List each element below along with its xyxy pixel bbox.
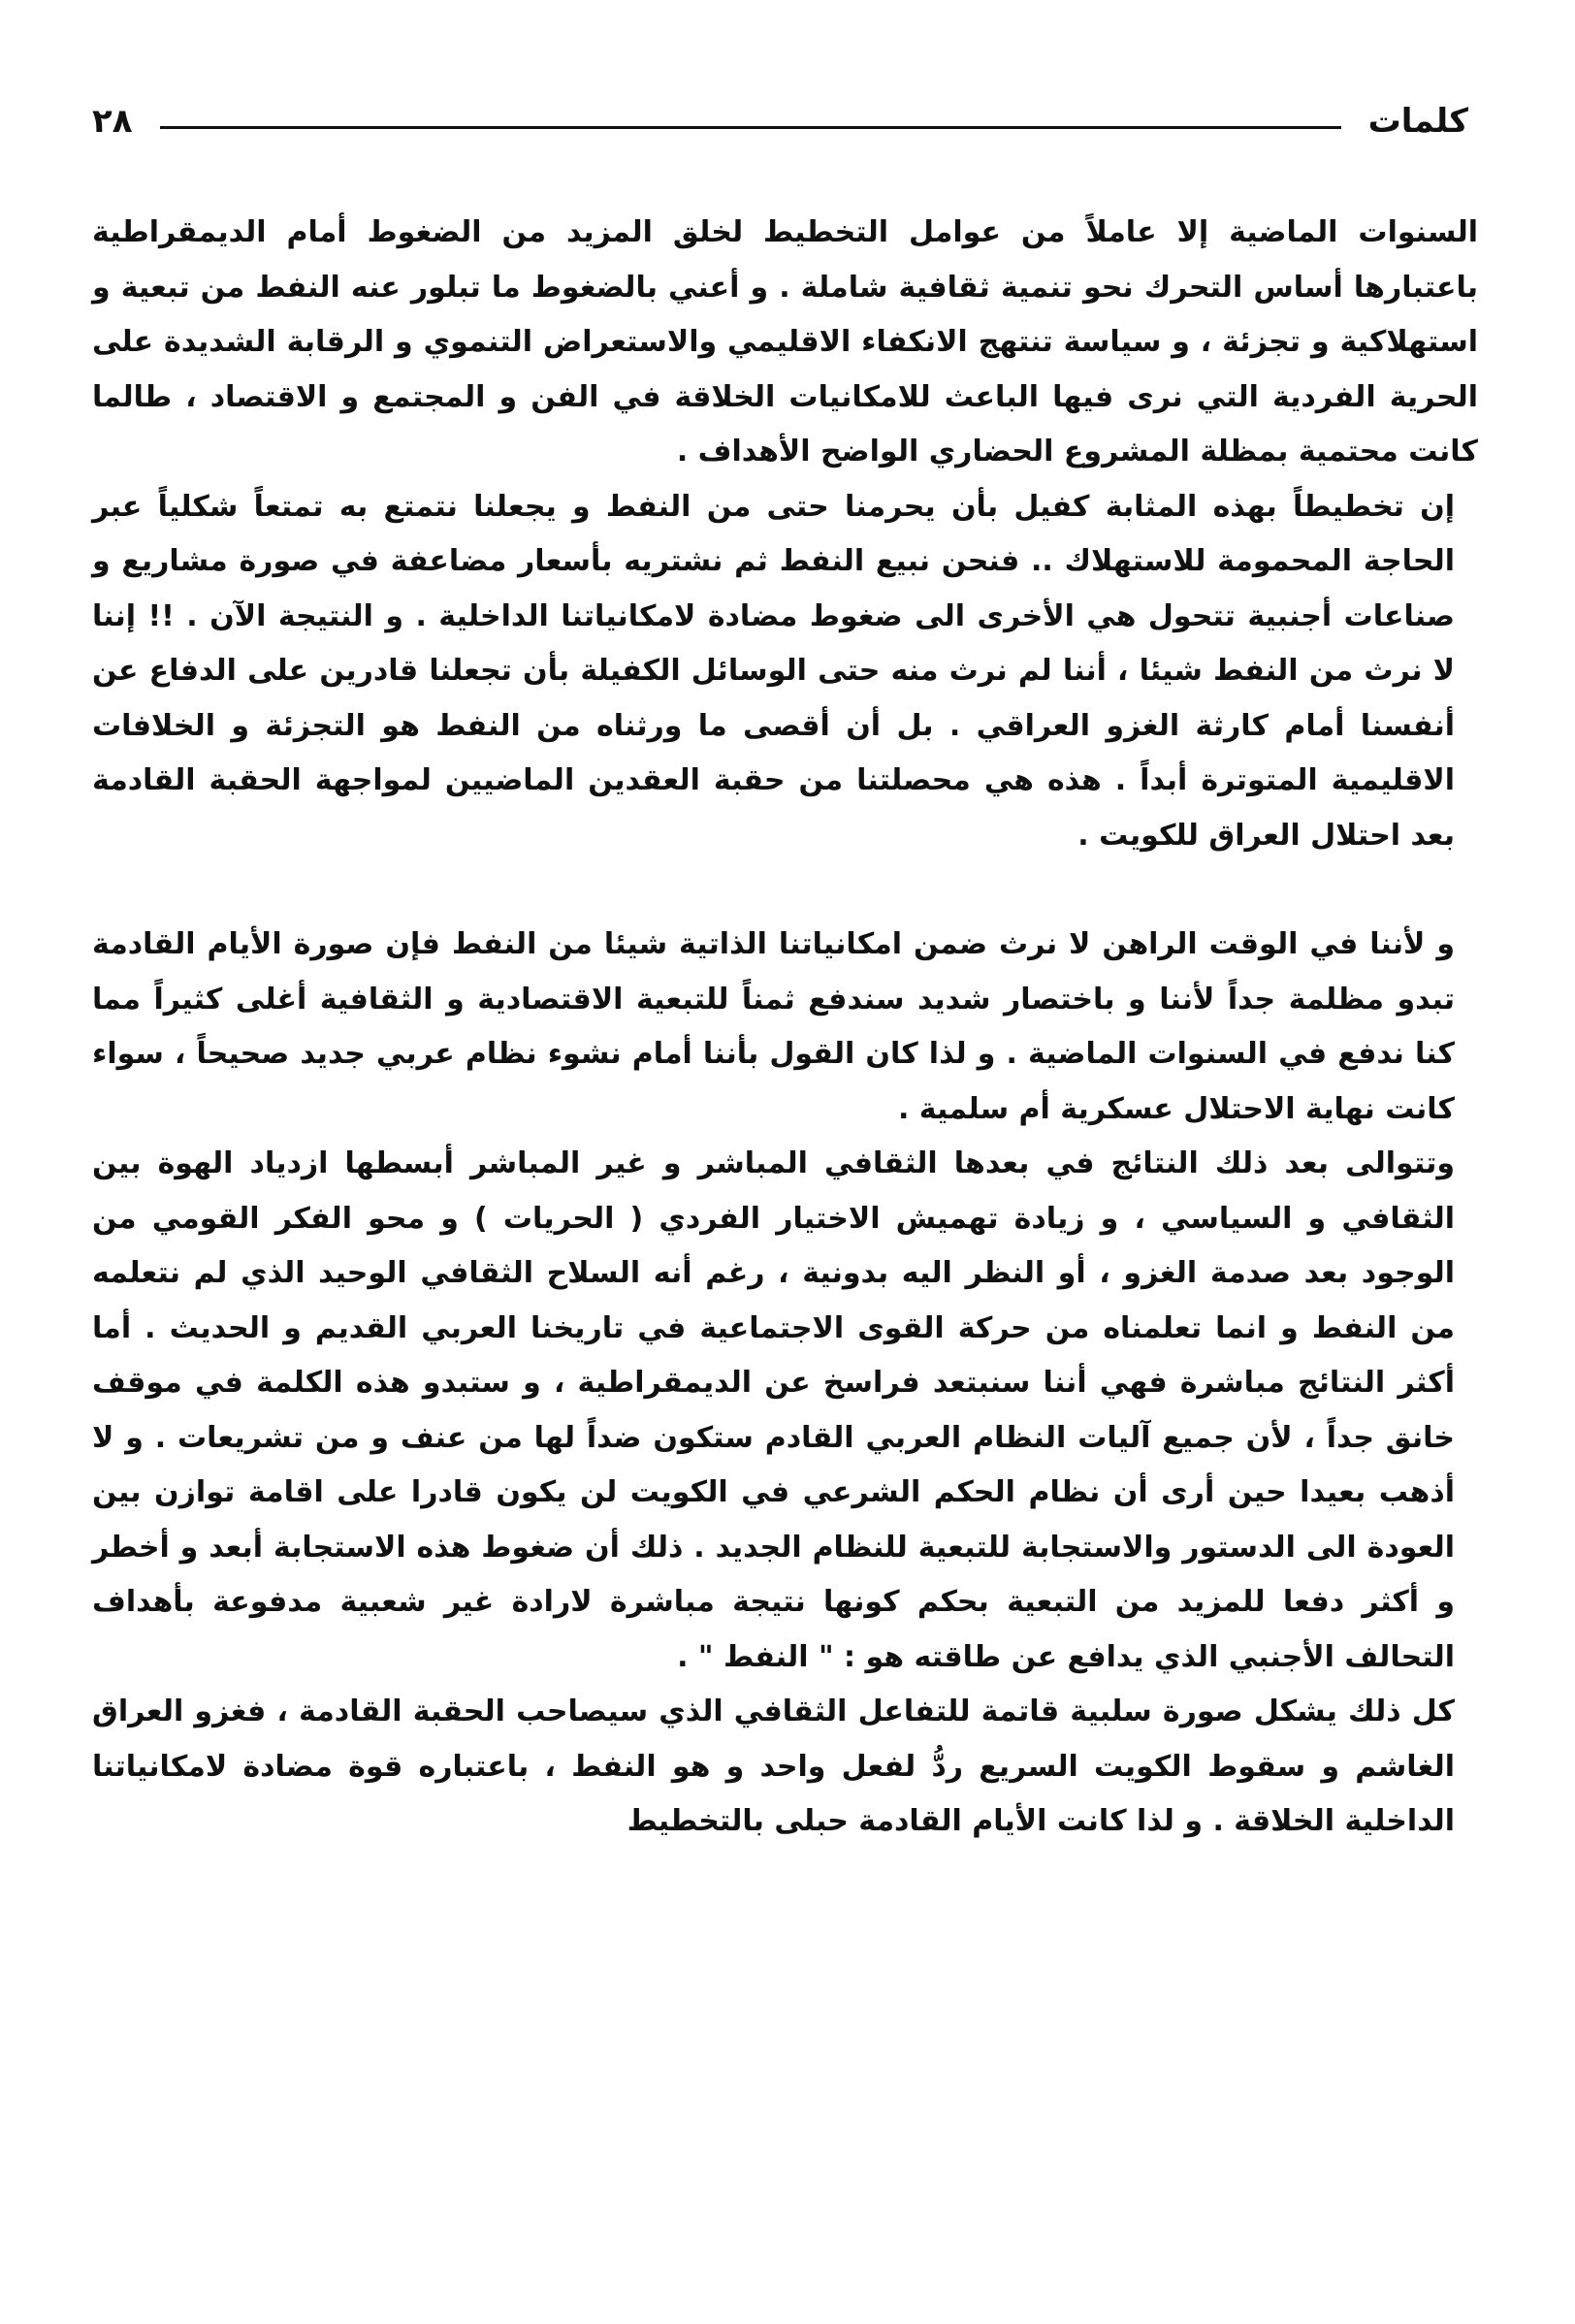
paragraph-3: و لأننا في الوقت الراهن لا نرث ضمن امكانياتنا الذاتية شيئا من النفط فإن صورة الأيام القادمة تبدو مظلمة جداً لأننا و باختصار شديد سندفع ثمناً للتبعية الاقتصادية و الثقافية أغلى كثيراً مما كنا ندفع في السنوات الماضية . و لذا كان القول بأننا أمام نشوء نظام عربي جديد صحيحاً ، سواء كانت نهاية الاحتلال عسكرية أم سلمية . bbox=[92, 927, 1455, 1126]
paragraph-2: إن تخطيطاً بهذه المثابة كفيل بأن يحرمنا حتى من النفط و يجعلنا نتمتع به تمتعاً شكلياً عبر الحاجة المحمومة للاستهلاك .. فنحن نبيع النفط ثم نشتريه بأسعار مضاعفة في صورة مشاريع و صناعات أجنبية تتحول هي الأخرى الى ضغوط مضادة لامكانياتنا الداخلية . و النتيجة الآن . !! إننا لا نرث من النفط شيئا ، أننا لم نرث منه حتى الوسائل الكفيلة بأن تجعلنا قادرين على الدفاع عن أنفسنا أمام كارثة الغزو العراقي . بل أن أقصى ما ورثناه من النفط هو التجزئة و الخلافات الاقليمية المتوترة أبداً . هذه هي محصلتنا من حقبة العقدين الماضيين لمواجهة الحقبة القادمة بعد احتلال العراق للكويت . bbox=[92, 489, 1455, 853]
paragraph-1: السنوات الماضية إلا عاملاً من عوامل التخطيط لخلق المزيد من الضغوط أمام الديمقراطية باعتبارها أساس التحرك نحو تنمية ثقافية شاملة . و أعني بالضغوط ما تبلور عنه النفط من تبعية و استهلاكية و تجزئة ، و سياسة تنتهج الانكفاء الاقليمي والاستعراض التنموي و الرقابة الشديدة على الحرية الفردية التي نرى فيها الباعث للامكانيات الخلاقة في الفن و المجتمع و الاقتصاد ، طالما كانت محتمية بمظلة المشروع الحضاري الواضح الأهداف . bbox=[92, 215, 1478, 468]
paragraph-gap bbox=[92, 863, 1478, 918]
page-number: ٢٨ bbox=[92, 102, 133, 141]
page-header bbox=[92, 92, 1468, 150]
paragraph-4: وتتوالى بعد ذلك النتائج في بعدها الثقافي المباشر و غير المباشر أبسطها ازدياد الهوة بين الثقافي و السياسي ، و زيادة تهميش الاختيار الفردي ( الحريات ) و محو الفكر القومي من الوجود بعد صدمة الغزو ، أو النظر اليه بدونية ، رغم أنه السلاح الثقافي الوحيد الذي لم نتعلمه من النفط و انما تعلمناه من حركة القوى الاجتماعية في تاريخنا العربي القديم و الحديث . أما أكثر النتائج مباشرة فهي أننا سنبتعد فراسخ عن الديمقراطية ، و ستبدو هذه الكلمة في موقف خانق جداً ، لأن جميع آليات النظام العربي القادم ستكون ضداً لها من عنف و من تشريعات . و لا أذهب بعيدا حين أرى أن نظام الحكم الشرعي في الكويت لن يكون قادرا على اقامة توازن بين العودة الى الدستور والاستجابة للتبعية للنظام الجديد . ذلك أن ضغوط هذه الاستجابة أبعد و أخطر و أكثر دفعا للمزيد من التبعية بحكم كونها نتيجة مباشرة لارادة غير شعبية مدفوعة بأهداف التحالف الأجنبي الذي يدافع عن طاقته هو : " النفط " . bbox=[92, 1146, 1455, 1674]
body-text bbox=[92, 206, 1478, 1850]
paragraph-5: كل ذلك يشكل صورة سلبية قاتمة للتفاعل الثقافي الذي سيصاحب الحقبة القادمة ، فغزو العراق الغاشم و سقوط الكويت السريع ردُّ لفعل واحد و هو النفط ، باعتباره قوة مضادة لامكانياتنا الداخلية الخلاقة . و لذا كانت الأيام القادمة حبلى بالتخطيط bbox=[92, 1695, 1455, 1838]
running-title: كلمات bbox=[1367, 102, 1468, 141]
header-rule bbox=[160, 126, 1341, 129]
